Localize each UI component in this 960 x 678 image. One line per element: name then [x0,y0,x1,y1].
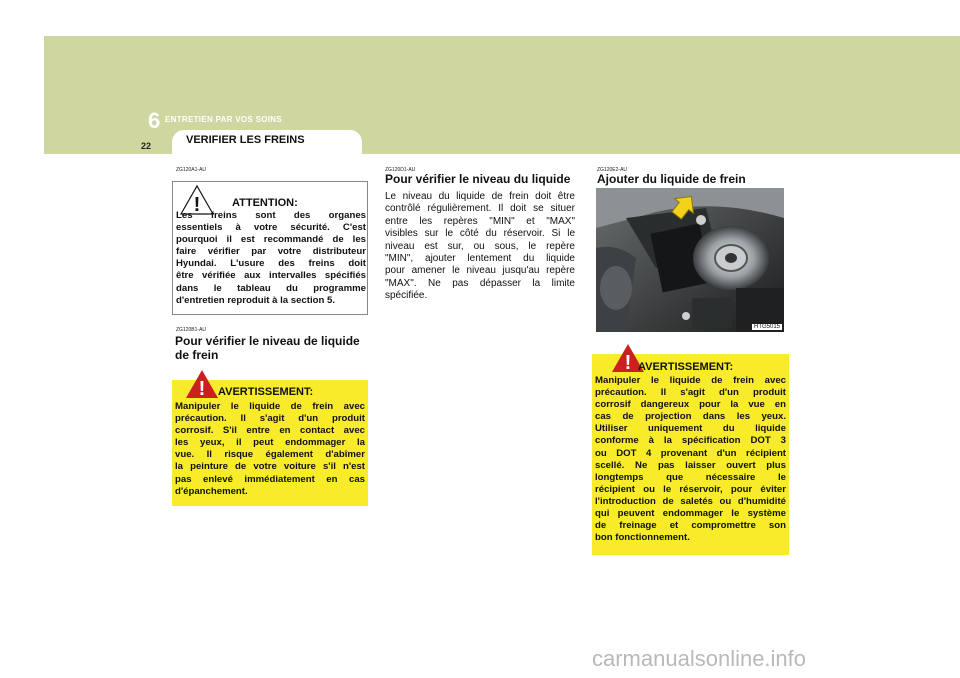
text-line: corrosif dangereux pour la vue en [595,399,786,411]
text-line: "MAX". Ne pas dépasser la limite [385,277,575,289]
text-line: pour amener le niveau jusqu'au repère [385,265,575,277]
text-line: Hyundai. L'usure des freins doit [176,258,366,270]
text-line: Manipuler le liquide de frein avec [595,375,786,386]
section-code: ZG120D1-AU [385,167,416,173]
text-line: qui peuvent endommager le système [595,508,786,520]
text-line: récipient ou le réservoir, pour éviter [595,483,786,495]
text-line: faire vérifier par votre distributeur [176,246,366,258]
subheading: Pour vérifier le niveau de liquide [175,334,360,348]
text-line: Le niveau du liquide de frein doit être [385,191,575,202]
text-line: pourquoi il est recommandé de les [176,234,366,246]
section-title: VERIFIER LES FREINS [186,134,305,146]
warning-title: AVERTISSEMENT: [218,386,314,398]
text-line: longtemps que nécessaire le [595,471,786,483]
text-line: bon fonctionnement. [595,532,690,544]
subheading: Ajouter du liquide de frein [597,172,746,186]
svg-text:!: ! [193,194,201,216]
text-line: les yeux, il peut endommager la [175,437,365,449]
text-line: "MIN", ajouter lentement du liquide [385,253,575,265]
warning-title: AVERTISSEMENT: [638,361,734,373]
section-tab [172,130,362,154]
engine-photo-illustration [596,188,784,332]
warning-text [595,375,786,544]
attention-title: ATTENTION: [232,197,298,209]
text-line: d'épanchement. [175,485,248,497]
text-line: Manipuler le liquide de frein avec [175,401,365,412]
warning-box [172,380,368,506]
text-line: vue. Il risque également d'abîmer [175,449,365,461]
text-line: ou DOT 4 provenant d'un récipient [595,447,786,459]
text-line: Utiliser uniquement du liquide [595,423,786,435]
section-code: ZG120B1-AU [176,327,207,333]
text-line: l'introduction de saletés ou d'humidité [595,495,786,507]
warning-text [175,401,365,498]
photo-label: HTG5015 [753,324,780,330]
text-line: pas enlevé immédiatement en cas [175,473,365,485]
text-line: scellé. Ne pas laisser ouvert plus [595,459,786,471]
text-line: niveau est sur, ou sous, le repère [385,240,575,252]
engine-bay-photo [596,188,784,332]
chapter-number: 6 [148,108,161,133]
text-line: spécifiée. [385,290,428,302]
section-code: ZG120A1-AU [176,167,207,173]
text-line: visibles sur le côté du réservoir. Si le [385,228,575,240]
text-line: dans le tableau du programme [176,282,366,294]
subheading: Pour vérifier le niveau du liquide [385,172,571,186]
text-line: être vérifiée aux intervalles spécifiés [176,270,366,282]
text-line: précaution. Il s'agit d'un produit [595,387,786,399]
text-line: contrôlé régulièrement. Il doit se situer [385,203,575,215]
chapter-title: ENTRETIEN PAR VOS SOINS [165,115,282,124]
attention-text [176,210,366,307]
section-code: ZG120E2-AU [597,167,628,173]
svg-text:!: ! [198,378,206,400]
text-line: de freinage et compromettre son [595,520,786,532]
warning-triangle-icon [184,368,220,400]
text-line: précaution. Il s'agit d'un produit [175,413,365,425]
page-number: 22 [141,141,152,151]
text-line: conforme à la spécification DOT 3 [595,435,786,447]
text-line: essentiels à votre sécurité. C'est [176,222,366,234]
text-line: d'entretien reproduit à la section 5. [176,294,336,306]
text-line: cas de projection dans les yeux. [595,411,786,423]
subheading: de frein [175,348,219,362]
text-line: Les freins sont des organes [176,210,366,221]
text-line: la peinture de votre voiture s'il n'est [175,461,365,473]
svg-text:!: ! [624,352,632,374]
watermark: carmanualsonline.info [592,646,807,671]
attention-box [172,181,368,315]
warning-box [592,354,789,555]
text-line: entre les repères "MIN" et "MAX" [385,215,575,227]
text-line: corrosif. S'il entre en contact avec [175,425,365,437]
body-paragraph [385,191,575,303]
